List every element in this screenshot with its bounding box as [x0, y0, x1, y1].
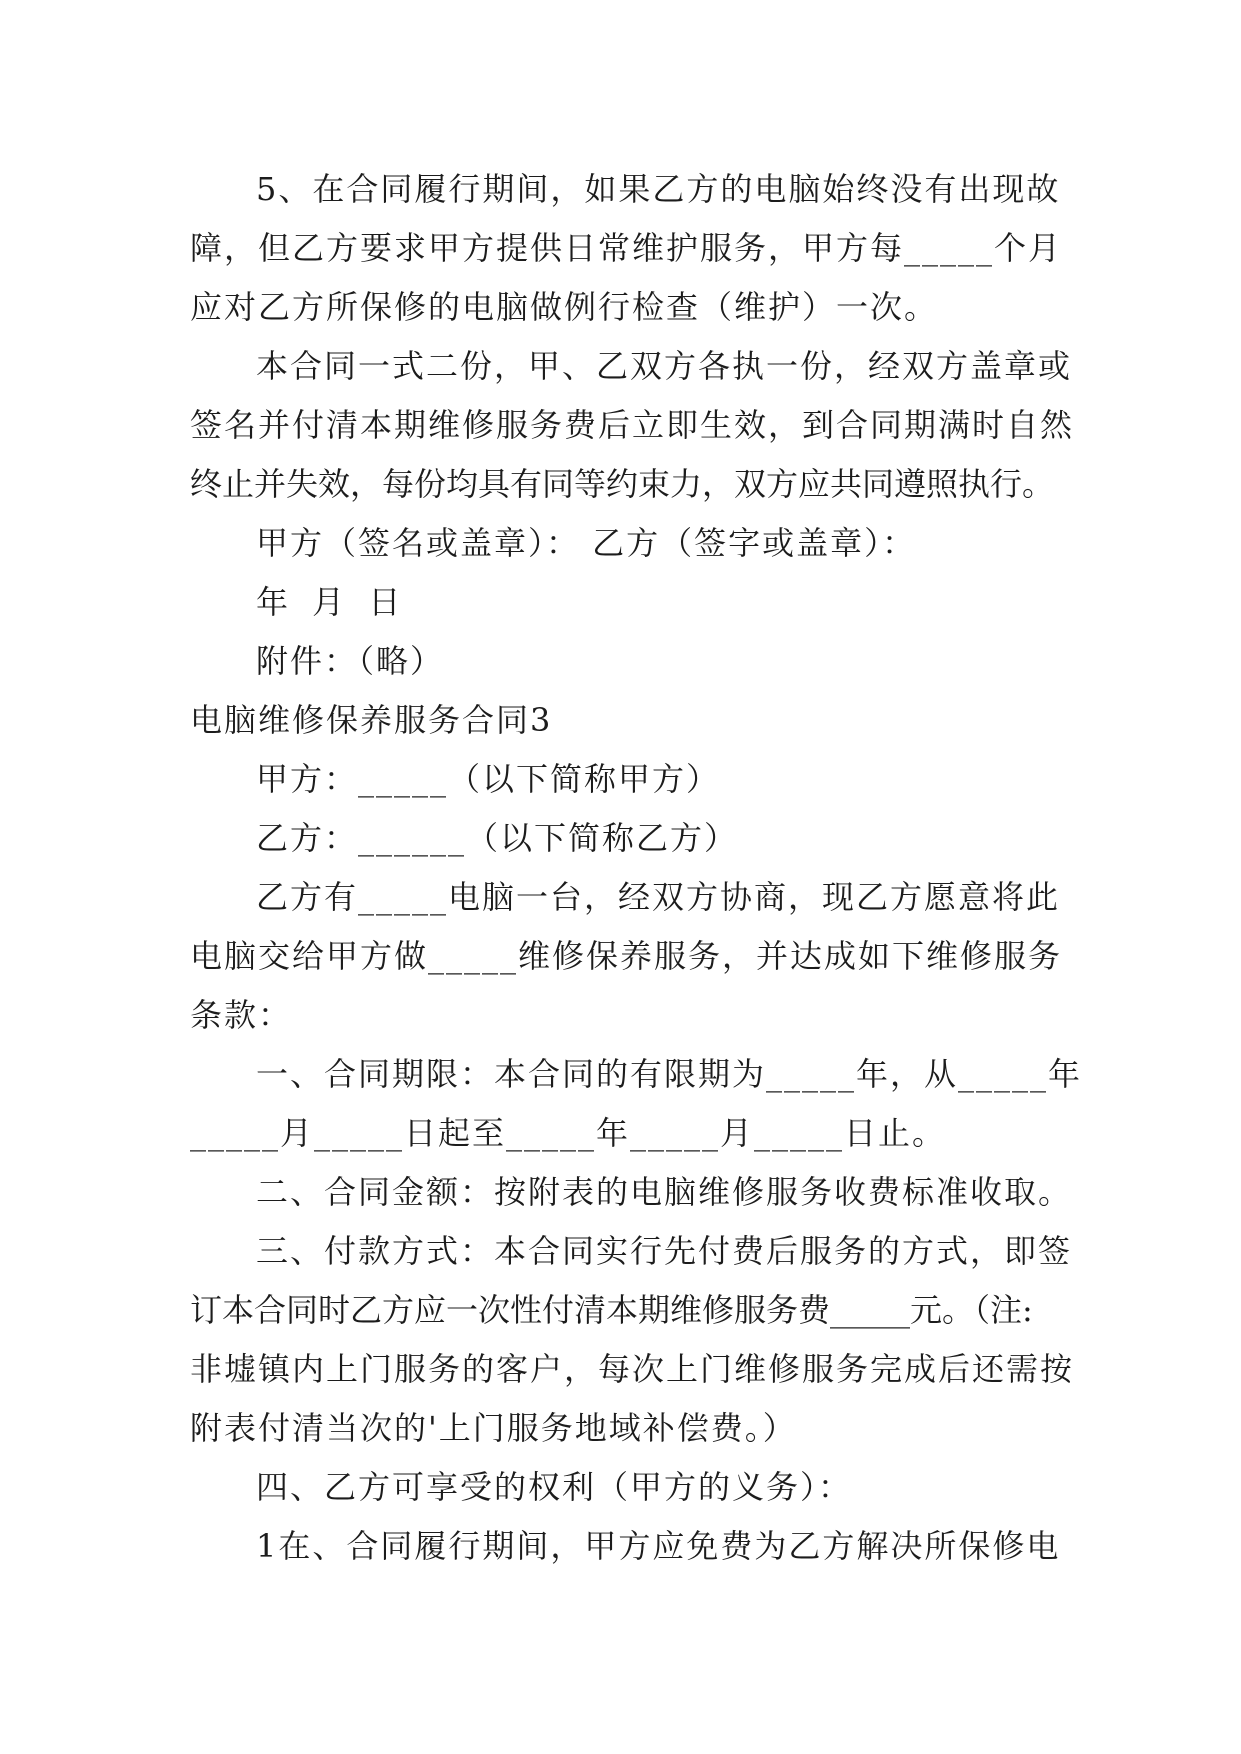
- party-a-line: [190, 750, 1050, 809]
- paragraph-term: [190, 1045, 1083, 1163]
- signature-line: [190, 514, 1050, 573]
- paragraph-line: 订本合同时乙方应一次性付清本期维修服务费_____元。（注:: [190, 1291, 1033, 1329]
- paragraph-preamble: [190, 868, 1063, 1045]
- document-page: [190, 160, 1083, 1576]
- paragraph-rights-1: [190, 1517, 1061, 1576]
- paragraph-payment: [190, 1222, 1075, 1458]
- signature-text: 甲方（签名或盖章）： 乙方（签字或盖章）：: [256, 524, 917, 562]
- paragraph-clause-5: [190, 160, 1063, 337]
- paragraph-line: 签名并付清本期维修服务费后立即生效，到合同期满时自然: [190, 406, 1075, 444]
- date-line: [190, 573, 1050, 632]
- paragraph-line: 一、合同期限：本合同的有限期为_____年，从_____年: [256, 1055, 1083, 1093]
- paragraph-line: 附表付清当次的'上门服务地域补偿费。）: [190, 1409, 797, 1447]
- party-b-line: [190, 809, 1050, 868]
- paragraph-line: 终止并失效，每份均具有同等约束力，双方应共同遵照执行。: [190, 465, 1055, 503]
- date-text: 年 月 日: [256, 583, 403, 621]
- paragraph-line: 乙方有_____电脑一台，经双方协商，现乙方愿意将此: [256, 878, 1061, 916]
- attachment-line: [190, 632, 1050, 691]
- paragraph-amount: [190, 1163, 1073, 1222]
- paragraph-line: 1在、合同履行期间，甲方应免费为乙方解决所保修电: [256, 1527, 1061, 1565]
- paragraph-line: 障，但乙方要求甲方提供日常维护服务，甲方每_____个月: [190, 229, 1063, 267]
- paragraph-line: 三、付款方式：本合同实行先付费后服务的方式，即签: [256, 1232, 1073, 1270]
- attachment-text: 附件：（略）: [256, 642, 445, 680]
- paragraph-line: _____月_____日起至_____年_____月_____日止。: [190, 1114, 947, 1152]
- contract-title: [190, 691, 1050, 750]
- paragraph-line: 非墟镇内上门服务的客户，每次上门维修服务完成后还需按: [190, 1350, 1075, 1388]
- party-b-text: 乙方：______（以下简称乙方）: [256, 819, 739, 857]
- paragraph-line: 本合同一式二份，甲、乙双方各执一份，经双方盖章或: [256, 347, 1073, 385]
- party-a-text: 甲方：_____（以下简称甲方）: [256, 760, 721, 798]
- paragraph-line: 二、合同金额：按附表的电脑维修服务收费标准收取。: [256, 1173, 1073, 1211]
- rights-heading-text: 四、乙方可享受的权利（甲方的义务）：: [256, 1468, 853, 1506]
- paragraph-line: 应对乙方所保修的电脑做例行检查（维护）一次。: [190, 288, 939, 326]
- paragraph-copies-clause: [190, 337, 1075, 514]
- contract-title-text: 电脑维修保养服务合同3: [190, 701, 553, 739]
- paragraph-line: 条款：: [190, 996, 293, 1034]
- paragraph-line: 电脑交给甲方做_____维修保养服务，并达成如下维修服务: [190, 937, 1063, 975]
- paragraph-line: 5、在合同履行期间，如果乙方的电脑始终没有出现故: [256, 170, 1061, 208]
- rights-heading: [190, 1458, 1050, 1517]
